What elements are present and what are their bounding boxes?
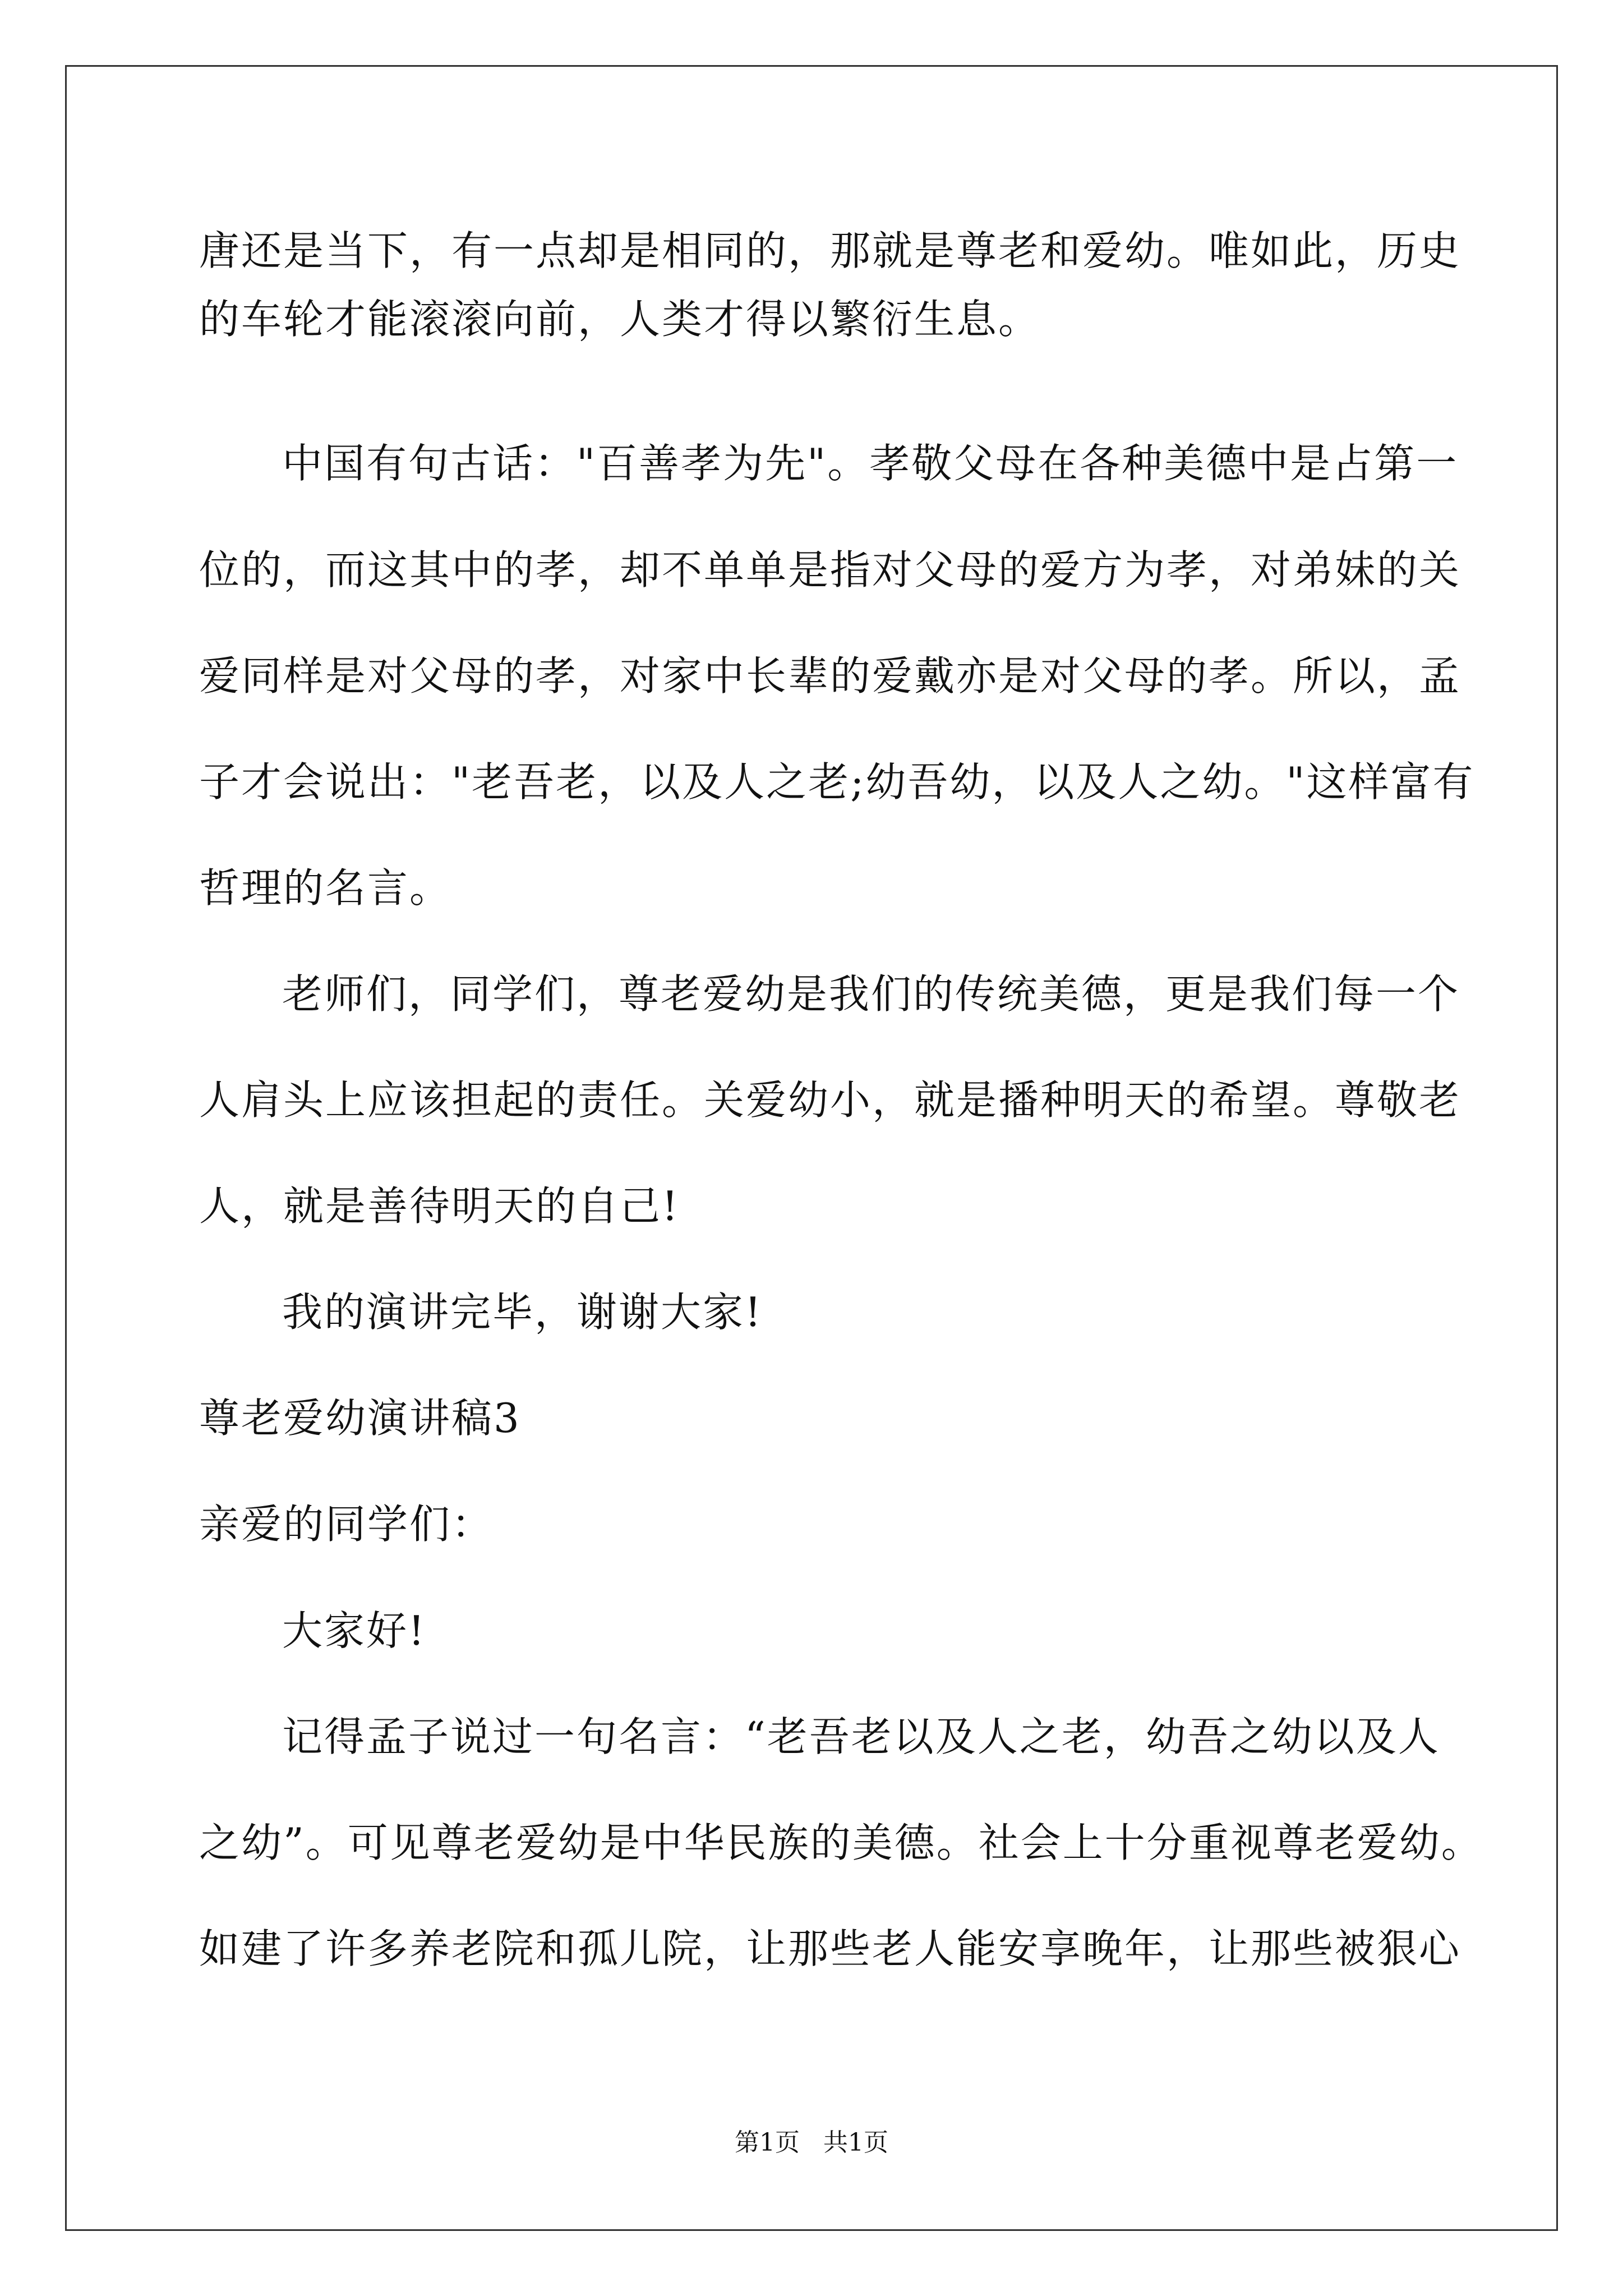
text-line: 我的演讲完毕，谢谢大家!: [282, 1289, 763, 1336]
text-line: 人，就是善待明天的自己!: [199, 1182, 680, 1230]
text-line: 记得孟子说过一句名言：“老吾老以及人之老，幼吾之幼以及人: [282, 1713, 1440, 1760]
text-line: 唐还是当下，有一点却是相同的，那就是尊老和爱幼。唯如此，历史: [199, 227, 1461, 274]
text-line: 老师们，同学们，尊老爱幼是我们的传统美德，更是我们每一个: [282, 970, 1460, 1018]
text-line: 人肩头上应该担起的责任。关爱幼小，就是播种明天的希望。尊敬老: [199, 1076, 1461, 1124]
salutation: 亲爱的同学们：: [199, 1501, 494, 1548]
text-line: 哲理的名言。: [199, 864, 452, 912]
text-line: 爱同样是对父母的孝，对家中长辈的爱戴亦是对父母的孝。所以，孟: [199, 652, 1461, 700]
page-border: [65, 65, 1558, 2231]
text-line: 的车轮才能滚滚向前，人类才得以繁衍生息。: [199, 296, 1041, 343]
page-footer: 第1页 共1页: [735, 2128, 888, 2157]
greeting: 大家好!: [282, 1607, 426, 1654]
text-line: 之幼”。可见尊老爱幼是中华民族的美德。社会上十分重视尊老爱幼。: [199, 1819, 1483, 1866]
section-heading: 尊老爱幼演讲稿3: [199, 1395, 521, 1442]
text-line: 如建了许多养老院和孤儿院，让那些老人能安享晚年，让那些被狠心: [199, 1925, 1461, 1972]
text-line: 位的，而这其中的孝，却不单单是指对父母的爱方为孝，对弟妹的关: [199, 546, 1461, 593]
text-line: 子才会说出："老吾老，以及人之老;幼吾幼，以及人之幼。"这样富有: [199, 758, 1475, 806]
text-line: 中国有句古话："百善孝为先"。孝敬父母在各种美德中是占第一: [282, 440, 1459, 487]
